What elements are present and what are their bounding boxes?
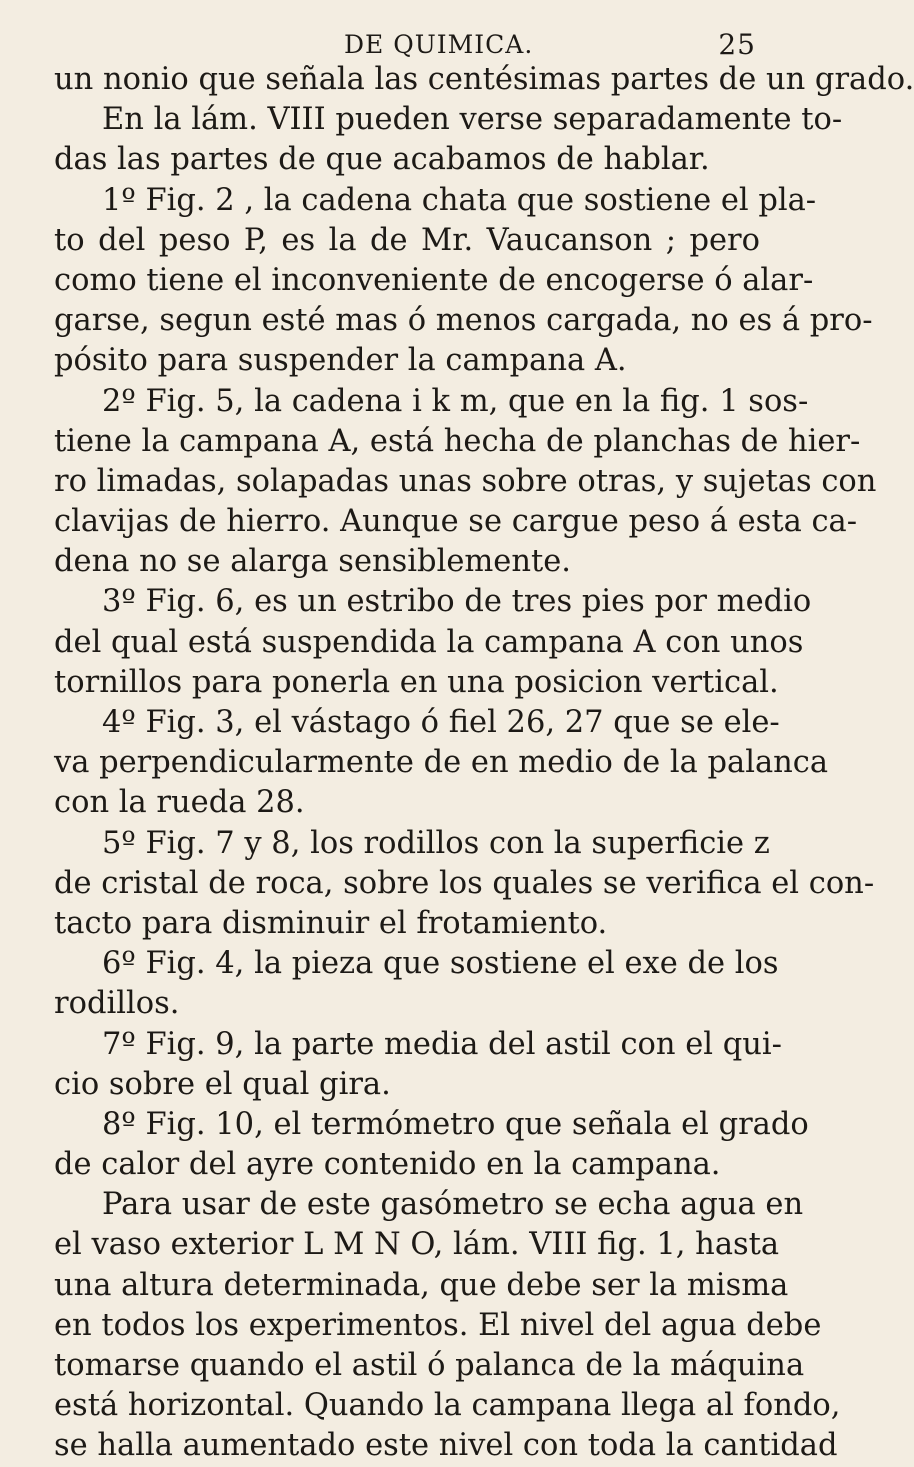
text-line: rodillos. [54, 986, 180, 1022]
page-number: 25 [718, 28, 756, 61]
text-line: clavijas de hierro. Aunque se cargue peso á esta ca- [54, 504, 858, 540]
text-line: se halla aumentado este nivel con toda la cantidad [54, 1428, 838, 1464]
text-line: cio sobre el qual gira. [54, 1066, 391, 1102]
paragraph-start-line: 7º Fig. 9, la parte media del astil con el qui- [102, 1026, 782, 1062]
text-line: garse, segun esté mas ó menos cargada, no es á pro- [54, 303, 873, 339]
running-title: DE QUIMICA. [344, 30, 534, 59]
text-line: está horizontal. Quando la campana llega al fondo, [54, 1388, 841, 1424]
paragraph-start-line: Para usar de este gasómetro se echa agua en [102, 1187, 804, 1223]
paragraph-start-line: 6º Fig. 4, la pieza que sostiene el exe de los [102, 946, 779, 982]
paragraph-start-line: En la lám. VIII pueden verse separadamente to- [102, 102, 843, 138]
text-line: das las partes de que acabamos de hablar. [54, 142, 710, 178]
paragraph-start-line: 4º Fig. 3, el vástago ó fiel 26, 27 que se ele- [102, 705, 780, 740]
page-body [54, 60, 914, 1467]
text-line: pósito para suspender la campana A. [54, 343, 627, 379]
text-line: de calor del ayre contenido en la campana. [54, 1147, 721, 1183]
text-line: ro limadas, solapadas unas sobre otras, y sujetas con [54, 463, 877, 499]
text-line: un nonio que señala las centésimas partes de un grado. [54, 62, 914, 97]
text-line: como tiene el inconveniente de encogerse ó alar- [54, 262, 814, 298]
text-line: de cristal de roca, sobre los quales se verifica el con- [54, 865, 875, 901]
text-line: to del peso P, es la de Mr. Vaucanson ; pero [54, 222, 760, 258]
text-line: tiene la campana A, está hecha de planchas de hier- [54, 423, 861, 459]
text-line: en todos los experimentos. El nivel del agua debe [54, 1307, 822, 1343]
text-line: el vaso exterior L M N O, lám. VIII fig. 1, hasta [54, 1227, 780, 1263]
running-header [54, 18, 760, 61]
paragraph-start-line: 3º Fig. 6, es un estribo de tres pies por medio [102, 584, 812, 620]
paragraph-start-line: 8º Fig. 10, el termómetro que señala el grado [102, 1106, 809, 1142]
text-line: del qual está suspendida la campana A con unos [54, 624, 804, 660]
paragraph-start-line: 1º Fig. 2 , la cadena chata que sostiene el pla- [102, 182, 817, 218]
paragraph-start-line: 2º Fig. 5, la cadena i k m, que en la fig. 1 sos- [102, 383, 809, 419]
text-line: va perpendicularmente de en medio de la palanca [54, 745, 829, 781]
text-line: tomarse quando el astil ó palanca de la máquina [54, 1348, 805, 1383]
text-line: tacto para disminuir el frotamiento. [54, 905, 608, 941]
text-line: una altura determinada, que debe ser la misma [54, 1267, 789, 1303]
text-line: con la rueda 28. [54, 785, 305, 821]
text-line: tornillos para ponerla en una posicion vertical. [54, 664, 779, 700]
paragraph-start-line: 5º Fig. 7 y 8, los rodillos con la superficie z [102, 825, 770, 861]
text-line: dena no se alarga sensiblemente. [54, 544, 571, 580]
